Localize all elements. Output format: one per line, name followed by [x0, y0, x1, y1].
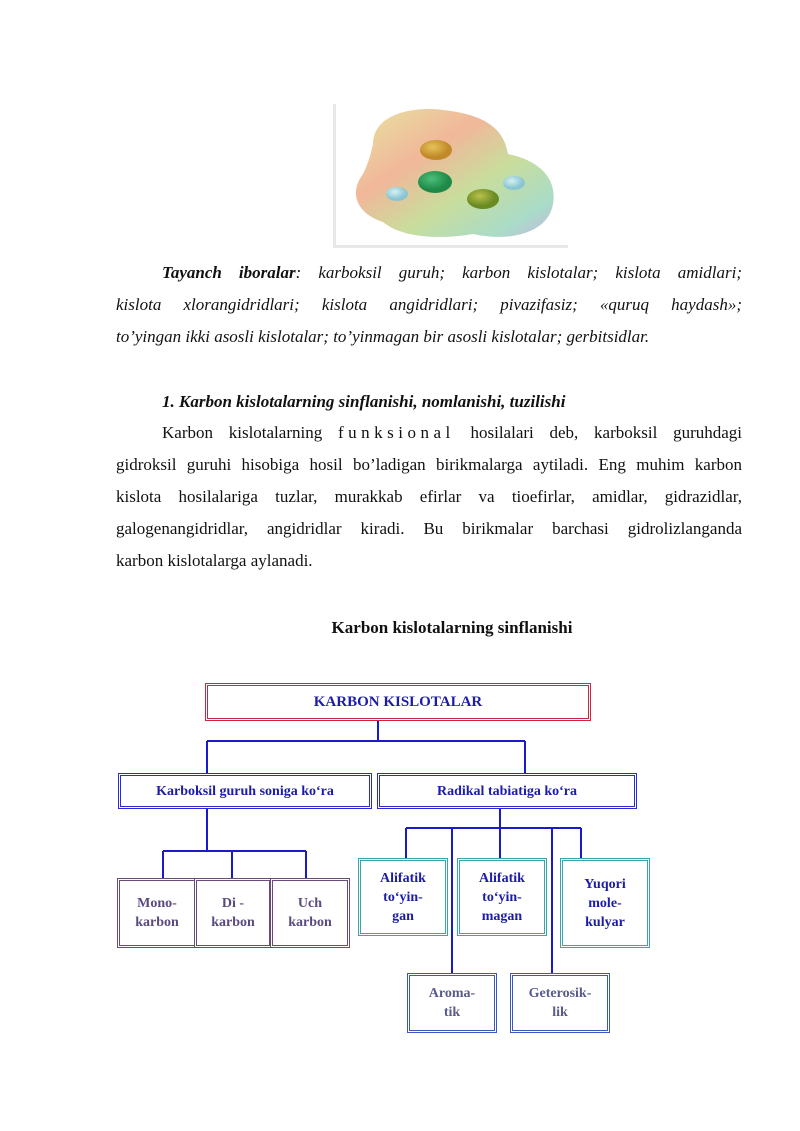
molecule-illustration [333, 104, 568, 248]
classification-diagram [110, 675, 670, 1045]
leaf-mono-karbon: Mono- karbon [117, 878, 197, 948]
keywords-line-1: Tayanch iboralar: karboksil guruh; karbon kislotalar; kislota amidlari; [162, 263, 742, 282]
leaf-yuqori-molekulyar: Yuqori mole- kulyar [560, 858, 650, 948]
leaf-aromatik: Aroma- tik [407, 973, 497, 1033]
leaf-uch-karbon: Uch karbon [270, 878, 350, 948]
keywords-line-3: to’yingan ikki asosli kislotalar; to’yinmagan bir asosli kislotalar; gerbitsidlar. [116, 327, 650, 346]
keywords-label: Tayanch iboralar [162, 263, 296, 282]
leaf-di-karbon: Di - karbon [194, 878, 272, 948]
leaf-alifatik-toyinmagan: Alifatik to‘yin- magan [457, 858, 547, 936]
leaf-geterosiklik: Geterosik- lik [510, 973, 610, 1033]
diagram-title: Karbon kislotalarning sinflanishi [331, 618, 573, 637]
body-line-3: kislota hosilalariga tuzlar, murakkab efirlar va tioefirlar, amidlar, gidrazidlar, [116, 487, 742, 506]
section-heading: 1. Karbon kislotalarning sinflanishi, nomlanishi, tuzilishi [162, 392, 566, 411]
body-line-5: karbon kislotalarga aylanadi. [116, 551, 313, 570]
body-line-4: galogenangidridlar, angidridlar kiradi. Bu birikmalar barchasi gidrolizlanganda [116, 519, 742, 538]
body-line-2: gidroksil guruhi hisobiga hosil bo’ladigan birikmalarga aytiladi. Eng muhim karbon [116, 455, 742, 474]
body-paragraph [116, 417, 742, 577]
leaf-alifatik-toyingan: Alifatik to‘yin- gan [358, 858, 448, 936]
body-line-1: Karbon kislotalarning funksional hosilalari deb, karboksil guruhdagi [162, 423, 742, 442]
root-box: KARBON KISLOTALAR [205, 683, 591, 721]
keywords-paragraph [116, 257, 742, 353]
branch-left-box: Karboksil guruh soniga ko‘ra [118, 773, 372, 809]
branch-right-box: Radikal tabiatiga ko‘ra [377, 773, 637, 809]
spaced-term: funksional [337, 423, 455, 442]
keywords-line-2: kislota xlorangidridlari; kislota angidridlari; pivazifasiz; «quruq haydash»; [116, 295, 742, 314]
